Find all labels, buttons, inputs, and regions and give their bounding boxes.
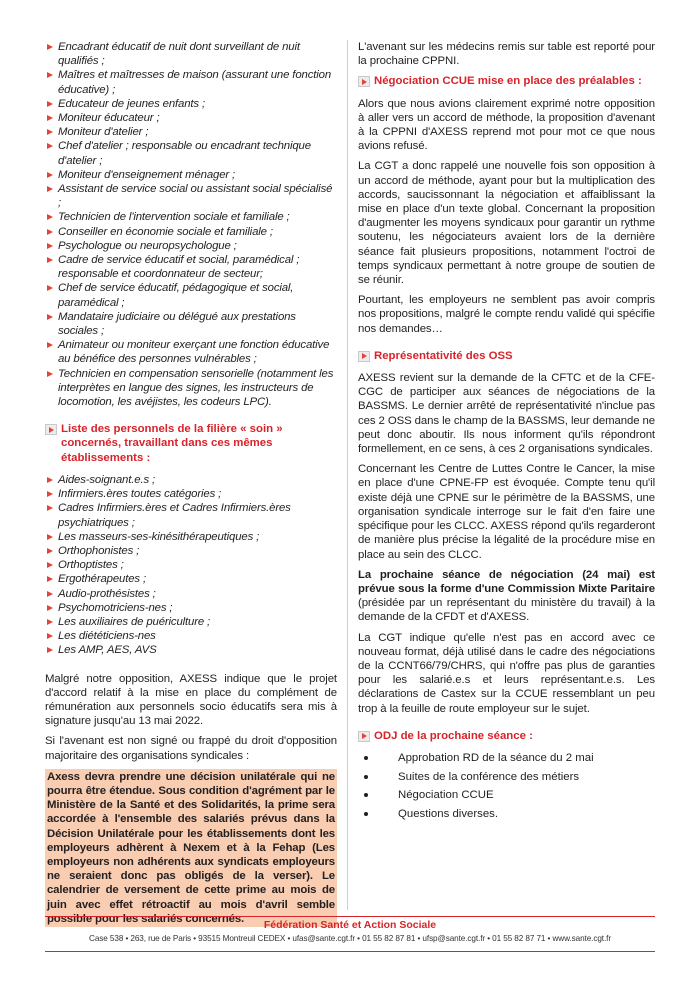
bullet-triangle-icon bbox=[47, 243, 53, 249]
soin-heading-text: Liste des personnels de la filière « soin » concernés, travaillant dans ces mêmes établissements : bbox=[61, 423, 283, 464]
educatif-list-item-text: Technicien en compensation sensorielle (notamment les interprètes en langue des signes, les instructeurs de locomotion, les avéjistes, les codeurs LPC). bbox=[58, 367, 334, 409]
oss-paragraph-3 bbox=[358, 568, 655, 625]
educatif-list-item-text: Moniteur éducateur ; bbox=[58, 112, 160, 125]
ccue-section-heading bbox=[358, 74, 655, 88]
oss-paragraph-1: AXESS revient sur la demande de la CFTC et de la CFE-CGC de participer aux séances de négociations de la BASSMS. Le dernier arrêté de représentativité n'inclue pas ces 2 OSS dans le champ de la BASSMS, leur demande ne peut donc aboutir. Ils nous informent qu'ils répondront formellement, en ce sens, à ces 2 organisations syndicales. bbox=[358, 372, 655, 456]
odj-list-item-text: Approbation RD de la séance du 2 mai bbox=[398, 751, 594, 764]
soin-list-item bbox=[45, 572, 337, 586]
bullet-triangle-icon bbox=[47, 534, 53, 540]
bullet-triangle-icon bbox=[47, 115, 53, 121]
odj-list-item bbox=[358, 751, 655, 766]
soin-list-item-text: Orthophonistes ; bbox=[58, 544, 140, 557]
footer bbox=[45, 916, 655, 952]
soin-list-item-text: Orthoptistes ; bbox=[58, 559, 124, 572]
bullet-triangle-icon bbox=[47, 591, 53, 597]
educatif-list-item bbox=[45, 239, 337, 253]
soin-list-item-text: Les auxiliaires de puériculture ; bbox=[58, 615, 211, 628]
ccue-paragraph-1: Alors que nous avions clairement exprimé notre opposition à aller vers un accord de méthode, la proposition d'avenant à la CPPNI d'AXESS reprend mot pour mot ce que nous avions refusé. bbox=[358, 97, 655, 153]
educatif-list-item bbox=[45, 182, 337, 210]
highlighted-decision-block: Axess devra prendre une décision unilatérale qui ne pourra être étendue. Sous condition d'agrément par le Ministère de la Santé et des Solidarités, la prime sera accordée à l'ensemble des salariés prévus dans la Décision Unilatérale pour les établissements dont les employeurs adhèrent à Nexem et à la Fehap (Les employeurs non adhérents aux syndicats employeurs ne seraient donc pas obligés de la verser). Le calendrier de versement de cette prime au mois de juin avec effet rétroactif au mois d'avril semble possible pour les salariés concernés. bbox=[45, 769, 337, 927]
educatif-list-item bbox=[45, 210, 337, 224]
medecins-intro: L'avenant sur les médecins remis sur table est reporté pour la prochaine CPPNI. bbox=[358, 41, 655, 68]
bullet-triangle-icon bbox=[47, 214, 53, 220]
cmp-announcement-rest: (présidée par un représentant du ministère du travail) à la demande de la CFDT et d'AXESS. bbox=[358, 597, 655, 624]
educatif-list-item-text: Mandataire judiciaire ou délégué aux prestations sociales ; bbox=[58, 310, 296, 338]
educatif-list-item-text: Moniteur d'atelier ; bbox=[58, 126, 149, 139]
ccue-heading-text: Négociation CCUE mise en place des préalables : bbox=[374, 75, 642, 88]
educatif-list-item bbox=[45, 139, 337, 167]
soin-list-item bbox=[45, 587, 337, 601]
bullet-triangle-icon bbox=[47, 257, 53, 263]
odj-heading-text: ODJ de la prochaine séance : bbox=[374, 729, 533, 742]
bullet-triangle-icon bbox=[47, 72, 53, 78]
bullet-triangle-icon bbox=[47, 647, 53, 653]
educatif-list-item-text: Encadrant éducatif de nuit dont surveillant de nuit qualifiés ; bbox=[58, 41, 300, 68]
soin-list-item-text: Les diététiciens-nes bbox=[58, 630, 156, 643]
educatif-list-item-text: Chef d'atelier ; responsable ou encadrant technique d'atelier ; bbox=[58, 140, 311, 167]
educatif-staff-list bbox=[45, 40, 337, 409]
odj-list-item bbox=[358, 807, 655, 822]
section-arrow-icon bbox=[45, 424, 57, 435]
footer-organization: Fédération Santé et Action Sociale bbox=[263, 919, 437, 931]
educatif-list-item-text: Psychologue ou neuropsychologue ; bbox=[58, 239, 237, 252]
educatif-list-item bbox=[45, 97, 337, 111]
educatif-list-item bbox=[45, 338, 337, 366]
educatif-list-item bbox=[45, 111, 337, 125]
section-arrow-icon bbox=[358, 731, 370, 742]
bullet-dot-icon bbox=[364, 775, 368, 779]
bullet-triangle-icon bbox=[47, 371, 53, 377]
educatif-list-item bbox=[45, 225, 337, 239]
bullet-dot-icon bbox=[364, 812, 368, 816]
bullet-triangle-icon bbox=[47, 505, 53, 511]
educatif-list-item bbox=[45, 40, 337, 68]
bullet-triangle-icon bbox=[47, 172, 53, 178]
bullet-triangle-icon bbox=[47, 314, 53, 320]
soin-section-heading bbox=[45, 422, 337, 465]
right-column bbox=[358, 40, 655, 825]
bullet-triangle-icon bbox=[47, 285, 53, 291]
bullet-triangle-icon bbox=[47, 186, 53, 192]
soin-list-item-text: Les masseurs-ses-kinésithérapeutiques ; bbox=[58, 530, 260, 543]
educatif-list-item-text: Chef de service éducatif, pédagogique et social, paramédical ; bbox=[58, 282, 294, 309]
soin-list-item bbox=[45, 601, 337, 615]
bullet-dot-icon bbox=[364, 756, 368, 760]
left-column bbox=[45, 40, 337, 927]
footer-address: Case 538 • 263, rue de Paris • 93515 Montreuil CEDEX • ufas@sante.cgt.fr • 01 55 82 87 81 • ufsp@sante.cgt.fr • 01 55 82 87 71 • www.sante.cgt.fr bbox=[89, 934, 611, 943]
soin-list-item-text: Audio-prothésistes ; bbox=[58, 587, 156, 600]
bullet-triangle-icon bbox=[47, 342, 53, 348]
odj-list-item-text: Questions diverses. bbox=[398, 807, 499, 820]
bullet-triangle-icon bbox=[47, 491, 53, 497]
soin-list-item-text: Ergothérapeutes ; bbox=[58, 573, 147, 586]
bullet-triangle-icon bbox=[47, 633, 53, 639]
soin-list-item bbox=[45, 487, 337, 501]
soin-list-item-text: Les AMP, AES, AVS bbox=[58, 644, 157, 657]
oss-paragraph-4: La CGT indique qu'elle n'est pas en accord avec ce nouveau format, déjà utilisé dans le cadre des négociations de la CCNT66/79/CHRS, qui n'offre pas plus de garanties pour les salarié.e.s et leurs représentant.e.s. Les déclarations de Castex sur la CCUE ressemblant un peu trop à la feuille de route employeur sur le sujet. bbox=[358, 631, 655, 715]
bullet-triangle-icon bbox=[47, 576, 53, 582]
oss-paragraph-2: Concernant les Centre de Luttes Contre le Cancer, la mise en place d'une CPNE-FP est évoquée. Compte tenu qu'il existe déjà une CPNE sur le périmètre de la BASSMS, une organisation syndicale interroge sur le fait d'en faire une spécifique pour les CLCC. AXESS répond qu'ils regarderont de manière plus précise la légalité de la procédure mise en place au sein des CLCC. bbox=[358, 463, 655, 561]
bullet-triangle-icon bbox=[47, 229, 53, 235]
odj-list-item-text: Négociation CCUE bbox=[398, 789, 494, 802]
soin-list-item bbox=[45, 615, 337, 629]
educatif-list-item-text: Conseiller en économie sociale et familiale ; bbox=[58, 225, 273, 238]
educatif-list-item-text: Cadre de service éducatif et social, paramédical ; responsable et coordonnateur de secteur; bbox=[58, 254, 300, 281]
odj-list-item-text: Suites de la conférence des métiers bbox=[398, 770, 580, 783]
section-arrow-icon bbox=[358, 351, 370, 362]
bullet-triangle-icon bbox=[47, 605, 53, 611]
ccue-paragraph-2: La CGT a donc rappelé une nouvelle fois son opposition à un accord de méthode, ayant pour but la multiplication des accords, saucissonnant la négociation et affaiblissant la mise en place d'un texte global. Concernant la proposition d'augmenter les moyens syndicaux pour garantir un rythme soutenu, les négociateurs avaient lors de la dernière séance fait plusieurs propositions, notamment l'octroi de temps syndicaux permettant à notre groupe de soutien de se réunir. bbox=[358, 160, 655, 287]
educatif-list-item bbox=[45, 281, 337, 309]
oss-section-heading bbox=[358, 349, 655, 363]
bullet-triangle-icon bbox=[47, 143, 53, 149]
soin-list-item bbox=[45, 629, 337, 643]
educatif-list-item-text: Educateur de jeunes enfants ; bbox=[58, 97, 205, 110]
soin-list-item bbox=[45, 530, 337, 544]
soin-staff-list bbox=[45, 473, 337, 658]
educatif-list-item bbox=[45, 310, 337, 338]
soin-list-item bbox=[45, 643, 337, 657]
educatif-list-item-text: Assistant de service social ou assistant social spécialisé ; bbox=[58, 183, 333, 210]
bullet-triangle-icon bbox=[47, 562, 53, 568]
educatif-list-item-text: Maîtres et maîtresses de maison (assurant une fonction éducative) ; bbox=[58, 69, 332, 96]
unsigned-condition-paragraph: Si l'avenant est non signé ou frappé du droit d'opposition majoritaire des organisations syndicales : bbox=[45, 735, 337, 762]
ccue-paragraph-3: Pourtant, les employeurs ne semblent pas avoir compris nos propositions, malgré le compte rendu validé qui spécifie nos demandes… bbox=[358, 294, 655, 335]
soin-list-item-text: Infirmiers.ères toutes catégories ; bbox=[58, 488, 222, 501]
soin-list-item-text: Aides-soignant.e.s ; bbox=[58, 473, 156, 486]
educatif-list-item-text: Animateur ou moniteur exerçant une fonction éducative au bénéfice des personnes vulnérables ; bbox=[58, 339, 330, 366]
cmp-announcement-bold: La prochaine séance de négociation (24 mai) est prévue sous la forme d'une Commission Mixte Paritaire bbox=[358, 568, 655, 595]
bullet-triangle-icon bbox=[47, 548, 53, 554]
bullet-triangle-icon bbox=[47, 619, 53, 625]
educatif-list-item bbox=[45, 68, 337, 96]
soin-list-item bbox=[45, 558, 337, 572]
educatif-list-item bbox=[45, 125, 337, 139]
soin-list-item-text: Cadres Infirmiers.ères et Cadres Infirmiers.ères psychiatriques ; bbox=[58, 502, 291, 529]
opposition-paragraph: Malgré notre opposition, AXESS indique que le projet d'accord relatif à la mise en place du complément de rémunération aux personnels socio éducatifs sera mis à signature jusqu'au 13 mai 2022. bbox=[45, 672, 337, 728]
odj-section-heading bbox=[358, 729, 655, 743]
bullet-triangle-icon bbox=[47, 129, 53, 135]
soin-list-item bbox=[45, 501, 337, 529]
odj-list-item bbox=[358, 770, 655, 785]
odj-list-item bbox=[358, 788, 655, 803]
soin-list-item bbox=[45, 544, 337, 558]
educatif-list-item-text: Moniteur d'enseignement ménager ; bbox=[58, 168, 236, 181]
odj-list bbox=[358, 751, 655, 821]
section-arrow-icon bbox=[358, 76, 370, 87]
educatif-list-item bbox=[45, 367, 337, 410]
oss-heading-text: Représentativité des OSS bbox=[374, 349, 513, 362]
bullet-triangle-icon bbox=[47, 101, 53, 107]
bullet-triangle-icon bbox=[47, 44, 53, 50]
bullet-triangle-icon bbox=[47, 477, 53, 483]
bullet-dot-icon bbox=[364, 793, 368, 797]
educatif-list-item bbox=[45, 168, 337, 182]
educatif-list-item-text: Technicien de l'intervention sociale et familiale ; bbox=[58, 211, 290, 224]
soin-list-item bbox=[45, 473, 337, 487]
column-divider bbox=[347, 40, 348, 910]
soin-list-item-text: Psychomotriciens-nes ; bbox=[58, 601, 173, 614]
educatif-list-item bbox=[45, 253, 337, 281]
